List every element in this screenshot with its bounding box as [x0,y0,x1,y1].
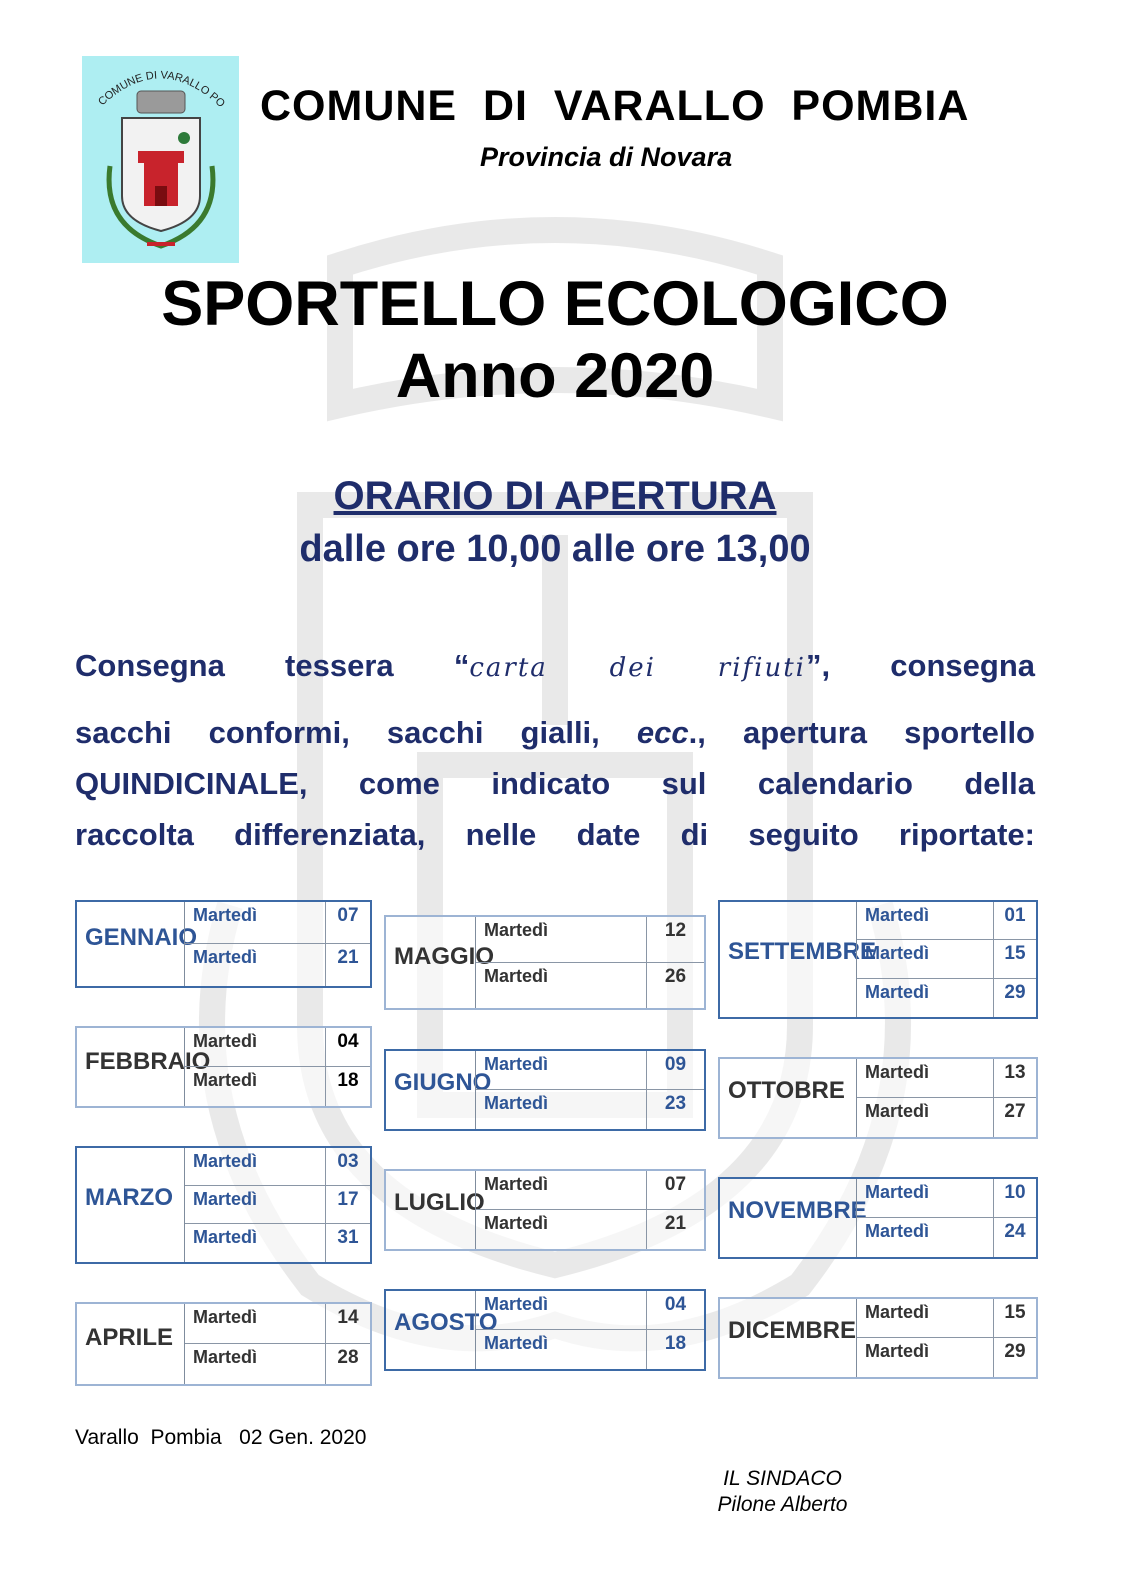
date-row [857,1338,1036,1377]
day-number: 29 [993,1338,1036,1377]
month-name: OTTOBRE [728,1077,845,1104]
weekday-label: Martedì [865,981,930,1002]
weekday-label: Martedì [193,947,258,967]
signature-block [700,1466,865,1518]
month-box [75,1026,372,1108]
weekday-label: Martedì [865,1341,930,1361]
weekday-label: Martedì [865,1221,930,1241]
date-row [476,1330,704,1369]
month-name: MARZO [85,1184,173,1211]
weekday-label: Martedì [193,905,258,925]
weekday-label: Martedì [193,1307,258,1327]
day-number: 21 [325,944,370,986]
date-row [857,902,1036,940]
date-row [476,1291,704,1330]
weekday-label: Martedì [484,965,549,986]
day-number: 18 [646,1330,704,1369]
day-number: 27 [993,1098,1036,1137]
weekday-label: Martedì [193,1189,258,1209]
day-number: 07 [325,902,370,943]
month-box [384,915,706,1010]
document-year: Anno 2020 [395,341,715,411]
weekday-label: Martedì [865,1062,930,1082]
month-name: AGOSTO [394,1309,498,1336]
date-row [857,1179,1036,1218]
date-row [185,1067,370,1106]
day-number: 15 [993,1299,1036,1337]
municipal-coat-of-arms-logo [82,56,239,263]
day-number: 01 [993,902,1036,939]
month-box [384,1169,706,1251]
day-number: 18 [325,1067,370,1106]
info-line-4: raccolta differenziata, nelle date di seguito riportate: [75,817,1035,852]
date-row [857,940,1036,978]
weekday-label: Martedì [484,1333,549,1353]
weekday-label: Martedì [484,1093,549,1113]
weekday-label: Martedì [484,1054,549,1074]
month-name: DICEMBRE [728,1317,857,1344]
date-row [476,963,704,1009]
weekday-label: Martedì [865,943,930,964]
day-number: 07 [646,1171,704,1209]
day-number: 28 [325,1344,370,1384]
info-line-2: sacchi conformi, sacchi gialli, ecc., apertura sportello [75,715,1035,750]
mayor-title: IL SINDACO [723,1467,842,1490]
date-row [185,1304,370,1344]
date-row [476,1090,704,1129]
month-box [384,1289,706,1371]
weekday-label: Martedì [193,1347,258,1367]
month-name: LUGLIO [394,1189,485,1216]
document-title: SPORTELLO ECOLOGICO [161,269,949,339]
date-row [476,1210,704,1249]
month-name: APRILE [85,1324,174,1351]
weekday-label: Martedì [865,1182,930,1202]
date-row [476,1171,704,1210]
date-row [185,1186,370,1224]
day-number: 23 [646,1090,704,1129]
month-box [384,1049,706,1131]
weekday-label: Martedì [193,1227,258,1247]
month-box [75,1146,372,1264]
date-row [476,917,704,963]
weekday-label: Martedì [484,920,549,940]
handwritten-card-name: carta dei rifiuti [469,653,806,683]
month-name: NOVEMBRE [728,1197,867,1224]
weekday-label: Martedì [484,1174,549,1194]
weekday-label: Martedì [484,1294,549,1314]
date-row [185,1224,370,1262]
weekday-label: Martedì [865,1302,930,1322]
date-row [185,1148,370,1186]
day-number: 21 [646,1210,704,1249]
place-and-date: Varallo Pombia 02 Gen. 2020 [75,1426,367,1449]
weekday-label: Martedì [484,1213,549,1233]
date-row [185,1344,370,1384]
month-name: FEBBRAIO [85,1048,211,1075]
date-row [857,1218,1036,1257]
weekday-label: Martedì [865,1101,930,1121]
day-number: 13 [993,1059,1036,1097]
day-number: 04 [646,1291,704,1329]
day-number: 29 [993,979,1036,1017]
month-name: GIUGNO [394,1069,492,1096]
month-box [718,1057,1038,1139]
month-box [718,900,1038,1019]
day-number: 17 [325,1186,370,1223]
weekday-label: Martedì [193,1070,258,1090]
day-number: 04 [325,1028,370,1066]
day-number: 15 [993,940,1036,977]
month-box [75,900,372,988]
date-row [185,944,370,986]
province-name: Provincia di Novara [480,142,733,172]
date-row [857,1299,1036,1338]
date-row [476,1051,704,1090]
info-line-3: QUINDICINALE, come indicato sul calendario della [75,766,1035,801]
month-box [718,1297,1038,1379]
mayor-name: Pilone Alberto [717,1493,848,1516]
day-number: 26 [646,963,704,1009]
date-row [857,979,1036,1017]
municipality-name: COMUNE DI VARALLO POMBIA [260,82,970,130]
svg-text:COMUNE DI VARALLO POMBIA: COMUNE DI VARALLO PO [96,69,228,111]
day-number: 12 [646,917,704,962]
date-row [857,1098,1036,1137]
info-line-1: Consegna tessera “carta dei rifiuti”, consegna [75,648,1036,683]
day-number: 10 [993,1179,1036,1217]
weekday-label: Martedì [193,1151,258,1171]
day-number: 24 [993,1218,1036,1257]
weekday-label: Martedì [193,1031,258,1051]
day-number: 09 [646,1051,704,1089]
date-row [857,1059,1036,1098]
opening-hours: dalle ore 10,00 alle ore 13,00 [299,528,811,570]
opening-hours-heading: ORARIO DI APERTURA [333,474,777,518]
day-number: 14 [325,1304,370,1343]
month-name: SETTEMBRE [728,938,877,965]
date-row [185,1028,370,1067]
day-number: 31 [325,1224,370,1262]
month-name: MAGGIO [394,943,494,970]
day-number: 03 [325,1148,370,1185]
month-box [75,1302,372,1386]
month-box [718,1177,1038,1259]
weekday-label: Martedì [865,905,930,925]
date-row [185,902,370,944]
month-name: GENNAIO [85,924,198,951]
